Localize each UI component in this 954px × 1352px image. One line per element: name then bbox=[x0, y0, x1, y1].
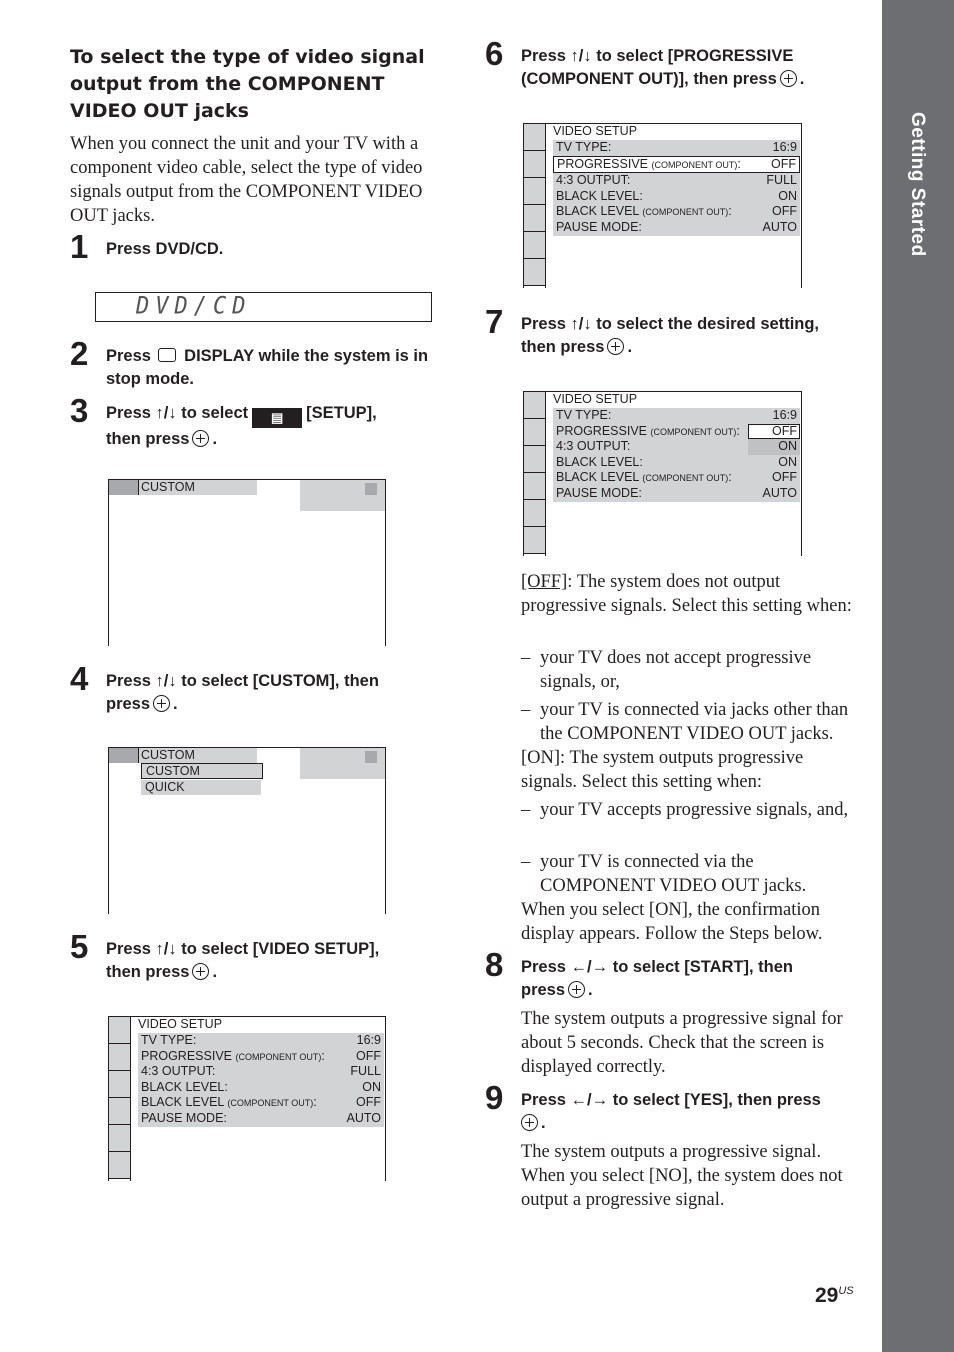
row-black-level[interactable]: BLACK LEVEL: ON bbox=[556, 454, 797, 469]
step-9-number: 9 bbox=[485, 1079, 504, 1116]
enter-icon bbox=[192, 430, 209, 447]
video-setup-rows bbox=[553, 140, 800, 236]
step-9-end: . bbox=[541, 1114, 546, 1132]
osd-screen-video-setup-3 bbox=[523, 391, 802, 556]
step-9-line1: Press ←/→ to select [YES], then press bbox=[521, 1091, 821, 1109]
osd-screen-custom bbox=[108, 747, 386, 914]
menu-column bbox=[109, 1017, 131, 1181]
step-8-text bbox=[521, 956, 866, 1002]
row-tv-type[interactable]: TV TYPE: 16:9 bbox=[141, 1033, 381, 1047]
step-7-line1: Press ↑/↓ to select the desired setting, bbox=[521, 315, 820, 333]
step-1-text: Press DVD/CD. bbox=[106, 240, 224, 258]
status-indicator bbox=[365, 483, 377, 495]
sidebar-title: Getting Started bbox=[907, 112, 928, 257]
setup-header-label: CUSTOM bbox=[141, 748, 195, 762]
row-progressive[interactable]: PROGRESSIVE (COMPONENT OUT): OFF bbox=[553, 424, 800, 440]
menu-column bbox=[524, 392, 546, 556]
step-6-line1: Press ↑/↓ to select [PROGRESSIVE bbox=[521, 47, 794, 65]
osd-screen-video-setup-2 bbox=[523, 123, 802, 288]
row-4-3-output[interactable]: 4:3 OUTPUT: FULL bbox=[141, 1064, 381, 1079]
on-note: When you select [ON], the confirmation display appears. Follow the Steps below. bbox=[521, 900, 823, 944]
enter-icon bbox=[780, 70, 797, 87]
front-panel-display bbox=[95, 292, 432, 322]
off-bullet-1: your TV does not accept progressive signals, or, bbox=[540, 648, 812, 692]
setup-header bbox=[109, 480, 257, 495]
off-term: [OFF] bbox=[521, 572, 568, 592]
step-8-end: . bbox=[588, 981, 593, 999]
step-8-number: 8 bbox=[485, 946, 504, 983]
step-8-body: The system outputs a progressive signal for about 5 seconds. Check that the screen is displayed correctly. bbox=[521, 1009, 843, 1077]
option-custom[interactable]: CUSTOM bbox=[141, 763, 263, 779]
step-3-pre: Press ↑/↓ to select bbox=[106, 404, 249, 422]
row-black-level-component[interactable]: BLACK LEVEL (COMPONENT OUT): OFF bbox=[556, 204, 797, 219]
enter-icon bbox=[521, 1114, 538, 1131]
menu-icon-block bbox=[109, 480, 139, 495]
step-4-end: . bbox=[173, 695, 178, 713]
row-tv-type[interactable]: TV TYPE: 16:9 bbox=[556, 140, 797, 154]
status-block bbox=[300, 480, 385, 511]
step-5-number: 5 bbox=[70, 928, 89, 965]
row-black-level-component[interactable]: BLACK LEVEL (COMPONENT OUT): OFF bbox=[556, 470, 797, 485]
step-4-line2: press bbox=[106, 695, 151, 713]
row-black-level[interactable]: BLACK LEVEL: ON bbox=[556, 188, 797, 203]
step-4-line1: Press ↑/↓ to select [CUSTOM], then bbox=[106, 672, 379, 690]
video-setup-rows bbox=[138, 1033, 384, 1127]
step-9-text bbox=[521, 1089, 866, 1135]
setup-header bbox=[109, 748, 257, 763]
step-5-line2: then press bbox=[106, 963, 190, 981]
row-pause-mode[interactable]: PAUSE MODE: AUTO bbox=[141, 1110, 381, 1125]
video-setup-header: VIDEO SETUP bbox=[138, 1017, 223, 1031]
status-indicator bbox=[365, 751, 377, 763]
row-progressive[interactable]: PROGRESSIVE (COMPONENT OUT): OFF bbox=[141, 1048, 381, 1063]
step-5-line1: Press ↑/↓ to select [VIDEO SETUP], bbox=[106, 940, 380, 958]
step-6-number: 6 bbox=[485, 35, 504, 72]
menu-column bbox=[524, 124, 546, 288]
step-2-number: 2 bbox=[70, 335, 89, 372]
step-3-post: [SETUP], bbox=[306, 404, 377, 422]
option-quick[interactable]: QUICK bbox=[141, 780, 261, 795]
row-pause-mode[interactable]: PAUSE MODE: AUTO bbox=[556, 485, 797, 500]
step-7-text bbox=[521, 313, 866, 359]
step-8-line1: Press ←/→ to select [START], then bbox=[521, 958, 793, 976]
video-setup-header: VIDEO SETUP bbox=[553, 392, 638, 406]
enter-icon bbox=[192, 963, 209, 980]
osd-screen-video-setup-1 bbox=[108, 1016, 386, 1181]
off-bullet-2: your TV is connected via jacks other than the COMPONENT VIDEO OUT jacks. bbox=[540, 700, 849, 744]
video-setup-header: VIDEO SETUP bbox=[553, 124, 638, 138]
step-3-end: . bbox=[212, 430, 218, 448]
video-setup-rows bbox=[553, 408, 800, 502]
row-black-level-component[interactable]: BLACK LEVEL (COMPONENT OUT): OFF bbox=[141, 1095, 381, 1110]
step-5-text bbox=[106, 938, 446, 984]
step-4-number: 4 bbox=[70, 660, 89, 697]
on-description: [ON]: The system outputs progressive signals. Select this setting when: bbox=[521, 748, 804, 792]
on-bullet-1: your TV accepts progressive signals, and, bbox=[540, 800, 849, 820]
off-description bbox=[521, 570, 856, 618]
menu-icon-block bbox=[109, 748, 139, 763]
row-tv-type[interactable]: TV TYPE: 16:9 bbox=[556, 408, 797, 422]
step-3-text bbox=[106, 402, 446, 451]
step-2-post: DISPLAY while the system is in stop mode. bbox=[106, 347, 429, 388]
toolbox-icon: ▤ bbox=[252, 408, 302, 428]
section-heading: To select the type of video signal output from the COMPONENT VIDEO OUT jacks bbox=[70, 46, 425, 122]
row-progressive-selected[interactable]: PROGRESSIVE (COMPONENT OUT): OFF bbox=[553, 156, 800, 174]
enter-icon bbox=[568, 981, 585, 998]
step-5-end: . bbox=[212, 963, 218, 981]
enter-icon bbox=[153, 695, 170, 712]
step-6-line2: (COMPONENT OUT)], then press bbox=[521, 70, 777, 88]
step-4-text bbox=[106, 670, 446, 716]
step-6-end: . bbox=[799, 70, 805, 88]
setup-header-label: CUSTOM bbox=[141, 480, 195, 494]
front-panel-text: DVD/CD bbox=[136, 292, 252, 321]
step-8-line2: press bbox=[521, 981, 566, 999]
enter-icon bbox=[607, 338, 624, 355]
row-black-level[interactable]: BLACK LEVEL: ON bbox=[141, 1079, 381, 1094]
page-number: $29^{US}$ bbox=[815, 1284, 854, 1307]
on-bullet-2: your TV is connected via the COMPONENT VIDEO OUT jacks. bbox=[540, 852, 807, 896]
step-7-line2: then press bbox=[521, 338, 605, 356]
step-3-line2: then press bbox=[106, 430, 190, 448]
status-block bbox=[300, 748, 385, 779]
step-6-text bbox=[521, 45, 866, 91]
osd-screen-setup bbox=[108, 479, 386, 646]
step-3-number: 3 bbox=[70, 392, 89, 429]
display-button-icon bbox=[158, 348, 176, 362]
row-4-3-output[interactable]: 4:3 OUTPUT: ON bbox=[553, 439, 800, 455]
step-9-body: The system outputs a progressive signal. When you select [NO], the system does not output a progressive signal. bbox=[521, 1142, 843, 1210]
intro-text: When you connect the unit and your TV with a component video cable, select the type of video signals output from the COMPONENT VIDEO OUT jacks. bbox=[70, 134, 423, 226]
step-7-number: 7 bbox=[485, 303, 504, 340]
step-2-pre: Press bbox=[106, 347, 151, 365]
step-7-end: . bbox=[627, 338, 633, 356]
off-text: : The system does not output progressive signals. Select this setting when: bbox=[521, 572, 852, 616]
row-pause-mode[interactable]: PAUSE MODE: AUTO bbox=[556, 219, 797, 234]
step-2-text bbox=[106, 345, 446, 391]
step-1-number: 1 bbox=[70, 228, 89, 265]
row-4-3-output[interactable]: 4:3 OUTPUT: FULL bbox=[556, 173, 797, 188]
